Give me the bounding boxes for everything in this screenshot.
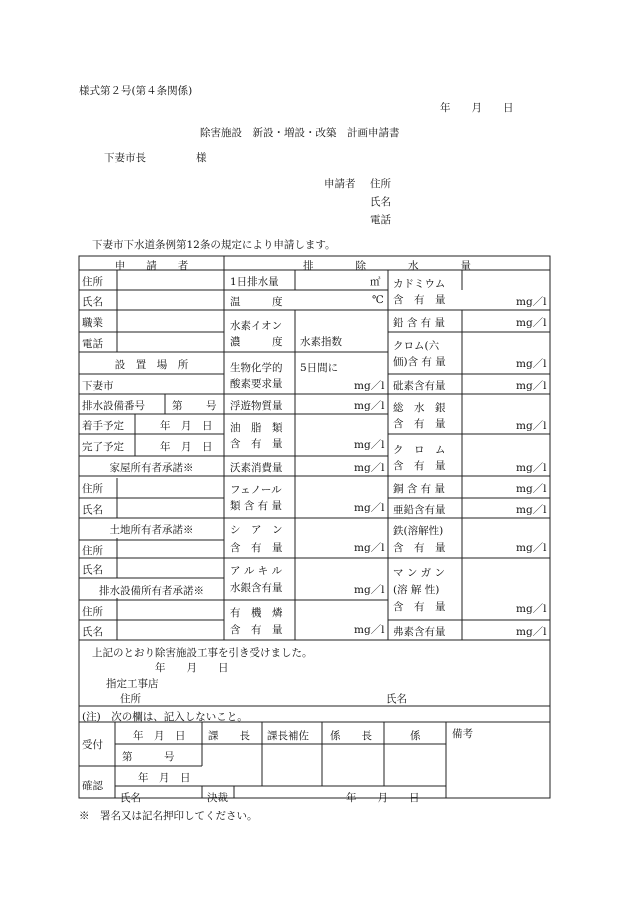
equipment-dai: 第: [172, 400, 183, 412]
contractor-firm-label: 指定工事店: [106, 678, 159, 690]
col-subsection-chief: 係 長: [330, 730, 372, 742]
organophosphorus-unit: mg／l: [354, 624, 385, 636]
chromium-label-2: 含 有 量: [393, 460, 446, 472]
drain-owner-name: 氏名: [82, 626, 103, 638]
manganese-label-2: (溶 解 性): [393, 584, 440, 596]
zinc-label: 亜鉛含有量: [393, 504, 446, 516]
location-city: 下妻市: [82, 380, 114, 392]
hexavalent-chromium-label-2: 価)含 有 量: [393, 356, 446, 368]
temperature-label: 温 度: [230, 296, 283, 308]
ss-label: 浮遊物質量: [230, 400, 283, 412]
cadmium-unit: mg／l: [516, 296, 547, 308]
fluorine-unit: mg／l: [516, 626, 547, 638]
iron-label-2: 含 有 量: [393, 542, 446, 554]
application-date: 年 月 日: [440, 102, 514, 114]
equipment-number-label: 排水設備番号: [82, 400, 145, 412]
alkyl-mercury-label-1: ア ル キ ル: [230, 565, 283, 577]
applicant-name-label: 氏名: [370, 196, 391, 208]
effluent-header: 排 除 水 量: [303, 260, 471, 272]
applicant-phone: 電話: [82, 338, 103, 350]
col-deputy-chief: 課長補佐: [267, 730, 309, 742]
land-owner-address: 住所: [82, 545, 103, 557]
house-owner-consent: 家屋所有者承諾※: [109, 462, 194, 474]
cadmium-label-2: 含 有 量: [393, 294, 446, 306]
bod-label-1: 生物化学的: [230, 362, 283, 374]
contractor-address-label: 住所: [120, 693, 141, 705]
ph-label-2: 濃 度: [230, 336, 283, 348]
contractor-date: 年 月 日: [155, 662, 229, 674]
form-title: 除害施設 新設・増設・改築 計画申請書: [200, 127, 400, 139]
applicant-address: 住所: [82, 276, 103, 288]
alkyl-mercury-unit: mg／l: [354, 584, 385, 596]
cod-label: 沃素消費量: [230, 462, 283, 474]
col-section-chief: 課 長: [208, 730, 250, 742]
bod-label-2: 酸素要求量: [230, 378, 283, 390]
land-owner-name: 氏名: [82, 564, 103, 576]
remarks-label: 備考: [452, 728, 473, 740]
arsenic-label: 砒素含有量: [393, 380, 446, 392]
organophosphorus-label-1: 有 機 燐: [230, 607, 283, 619]
oil-label-2: 含 有 量: [230, 438, 283, 450]
confirm-label: 確認: [82, 780, 103, 792]
cyan-unit: mg／l: [354, 542, 385, 554]
organophosphorus-label-2: 含 有 量: [230, 624, 283, 636]
iron-label-1: 鉄(溶解性): [393, 525, 444, 537]
ph-label-1: 水素イオン: [230, 320, 283, 332]
phenol-label-1: フェノール: [230, 484, 282, 496]
applicant-name: 氏名: [82, 296, 103, 308]
ph-value-label: 水素指数: [300, 336, 342, 348]
alkyl-mercury-label-2: 水銀含有量: [230, 582, 283, 594]
lead-unit: mg／l: [516, 317, 547, 329]
addressee: 下妻市長: [104, 152, 146, 164]
hexavalent-chromium-label-1: クロム(六: [393, 340, 440, 352]
ss-unit: mg／l: [354, 400, 385, 412]
copper-label: 銅 含 有 量: [393, 483, 446, 495]
daily-discharge-label: 1日排水量: [230, 276, 279, 288]
location-header: 設 置 場 所: [114, 359, 189, 371]
manganese-label-1: マ ン ガ ン: [393, 567, 446, 579]
hexavalent-chromium-unit: mg／l: [516, 358, 547, 370]
applicant-header: 申 請 者: [114, 260, 189, 272]
fluorine-label: 弗素含有量: [393, 626, 446, 638]
lead-label: 鉛 含 有 量: [393, 317, 446, 329]
reception-number: 第 号: [122, 751, 175, 763]
house-owner-address: 住所: [82, 483, 103, 495]
equipment-go: 号: [206, 400, 217, 412]
cubic-meter-unit: ㎥: [370, 276, 381, 288]
oil-unit: mg／l: [354, 439, 385, 451]
applicant-occupation: 職業: [82, 317, 103, 329]
contractor-statement: 上記のとおり除害施設工事を引き受けました。: [92, 647, 313, 659]
manganese-unit: mg／l: [516, 603, 547, 615]
total-mercury-unit: mg／l: [516, 420, 547, 432]
phenol-unit: mg／l: [354, 502, 385, 514]
decision-label: 決裁: [207, 792, 228, 804]
col-staff: 係: [410, 730, 421, 742]
copper-unit: mg／l: [516, 483, 547, 495]
addressee-suffix: 様: [196, 152, 207, 164]
applicant-address-label: 住所: [370, 178, 391, 190]
form-number: 様式第２号(第４条関係): [79, 85, 193, 97]
finish-planned-date: 年 月 日: [160, 441, 213, 453]
celsius-unit: ℃: [372, 294, 384, 306]
confirm-date: 年 月 日: [138, 772, 191, 784]
statement: 下妻市下水道条例第12条の規定により申請します。: [92, 239, 336, 251]
drain-owner-address: 住所: [82, 606, 103, 618]
iron-unit: mg／l: [516, 542, 547, 554]
zinc-unit: mg／l: [516, 504, 547, 516]
reception-label: 受付: [82, 739, 103, 751]
manganese-label-3: 含 有 量: [393, 601, 446, 613]
land-owner-consent: 土地所有者承諾※: [109, 524, 194, 536]
bod-unit: mg／l: [354, 380, 385, 392]
start-planned-date: 年 月 日: [160, 420, 213, 432]
total-mercury-label-1: 総 水 銀: [393, 402, 446, 414]
cyan-label-2: 含 有 量: [230, 542, 283, 554]
phenol-label-2: 類 含 有 量: [230, 500, 283, 512]
cyan-label-1: シ ア ン: [230, 524, 283, 536]
total-mercury-label-2: 含 有 量: [393, 418, 446, 430]
footer-note: ※ 署名又は記名押印してください。: [79, 810, 258, 822]
finish-planned-label: 完了予定: [82, 441, 124, 453]
contractor-name-label: 氏名: [386, 693, 407, 705]
bod-5day: 5日間に: [300, 362, 339, 374]
oil-label-1: 油 脂 類: [230, 422, 283, 434]
drain-owner-consent: 排水設備所有者承諾※: [99, 585, 204, 597]
reception-date: 年 月 日: [133, 730, 186, 742]
chromium-label-1: ク ロ ム: [393, 444, 446, 456]
office-use-note: (注) 次の欄は、記入しないこと。: [82, 711, 248, 723]
arsenic-unit: mg／l: [516, 380, 547, 392]
decision-date: 年 月 日: [346, 792, 420, 804]
house-owner-name: 氏名: [82, 504, 103, 516]
applicant-phone-label: 電話: [370, 214, 391, 226]
chromium-unit: mg／l: [516, 462, 547, 474]
applicant-label: 申請者: [324, 178, 356, 190]
cadmium-label-1: カドミウム: [393, 278, 446, 290]
confirm-name-label: 氏名: [120, 792, 141, 804]
start-planned-label: 着手予定: [82, 420, 124, 432]
cod-unit: mg／l: [354, 462, 385, 474]
